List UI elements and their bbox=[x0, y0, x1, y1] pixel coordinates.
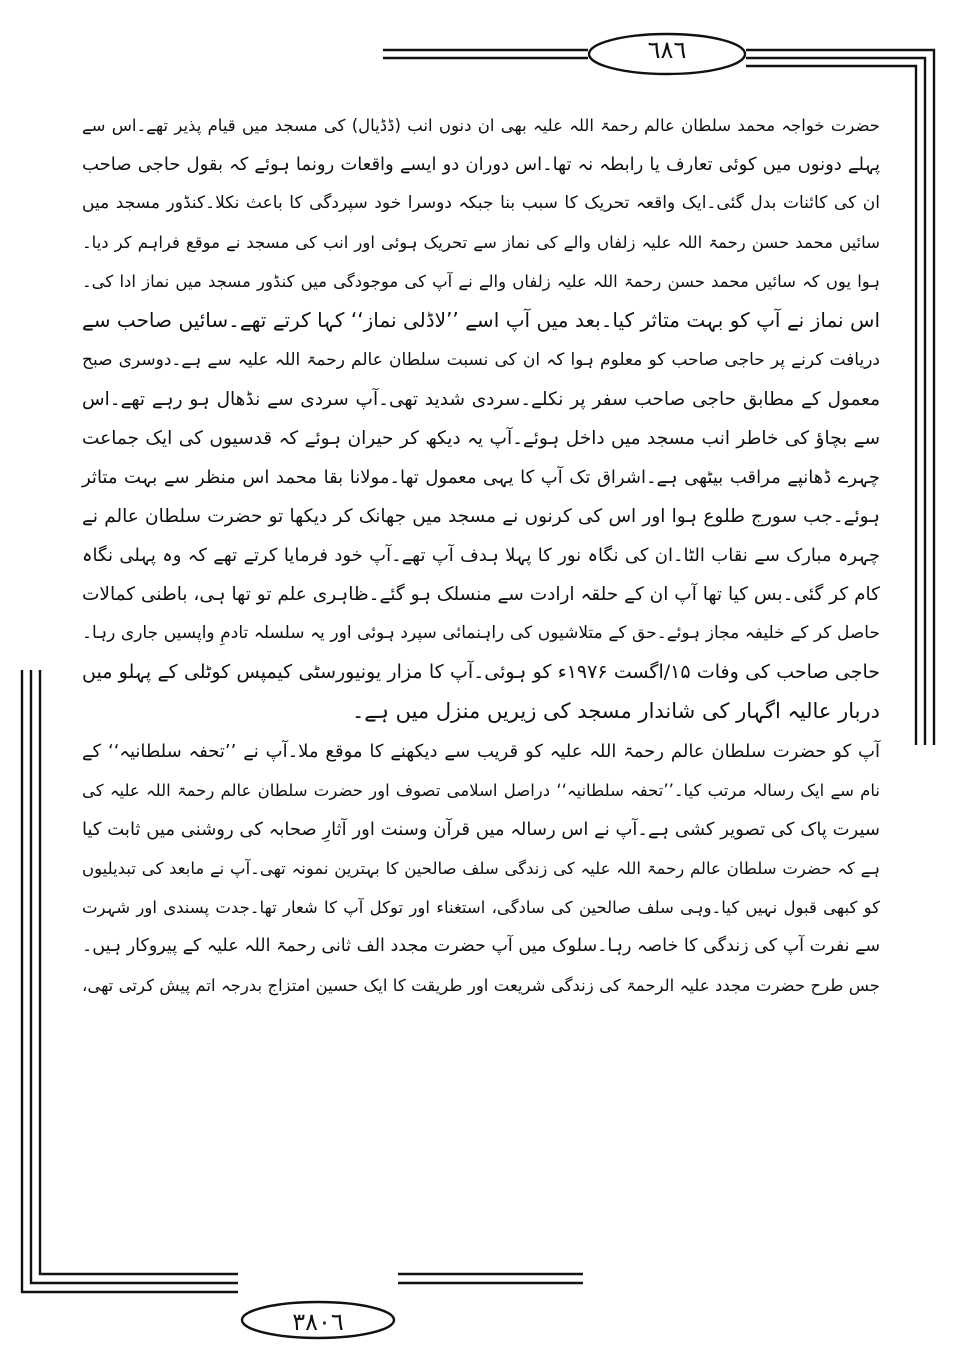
text-line: دربار عالیہ اگہار کی شاندار مسجد کی زیریں منزل میں ہے۔ bbox=[352, 699, 880, 724]
text-line: کو کبھی قبول نہیں کیا۔وہی سلف صالحین کی سادگی، استغناء اور توکل آپ کا شعار تھا۔جدت پسندی اور شہرت bbox=[82, 897, 880, 917]
text-line: چہرے ڈھانپے مراقب بیٹھی ہے۔اشراق تک آپ کا یہی معمول تھا۔مولانا بقا محمد اس منظر سے بہت متاثر bbox=[82, 466, 880, 488]
text-line: کام کر گئی۔بس کیا تھا آپ ان کے حلقہ ارادت سے منسلک ہو گئے۔ظاہری علم تو تھا ہی، باطنی کمالات bbox=[82, 584, 880, 606]
text-line: ان کی کائنات بدل گئی۔ایک واقعہ تحریک کا سبب بنا جبکہ دوسرا خود سپردگی کا باعث نکلا۔کنڈور مسجد میں bbox=[82, 193, 880, 214]
top-page-number: ٦٨٦ bbox=[647, 36, 687, 64]
text-line: سائیں محمد حسن رحمۃ اللہ علیہ زلفاں والے کی نماز سے تحریک ہوئی اور انب کی مسجد نے موقع فراہم کر دیا۔ bbox=[82, 233, 880, 253]
text-line: نام سے ایک رسالہ مرتب کیا۔’’تحفہ سلطانیہ‘‘ دراصل اسلامی تصوف اور حضرت سلطان عالم رحمۃ اللہ علیہ کی bbox=[82, 780, 880, 800]
text-line: سیرت پاک کی تصویر کشی ہے۔آپ نے اس رسالہ میں قرآن وسنت اور آثارِ صحابہ کی روشنی میں ثابت کیا bbox=[82, 818, 880, 840]
bottom-page-number: ٣٨٠٦ bbox=[292, 1308, 344, 1336]
text-line: حاصل کر کے خلیفہ مجاز ہوئے۔حق کے متلاشیوں کی راہنمائی سپرد ہوئی اور یہ سلسلہ تادمِ واپسیں جاری رہا۔ bbox=[82, 623, 880, 644]
text-line: حاجی صاحب کی وفات ۱۵/اگست ۱۹۷۶ء کو ہوئی۔آپ کا مزار یونیورسٹی کیمپس کوٹلی کے پہلو میں bbox=[82, 661, 880, 684]
text-line: معمول کے مطابق حاجی صاحب سفر پر نکلے۔سردی شدید تھی۔آپ سردی سے نڈھال ہو رہے تھے۔اس bbox=[82, 388, 880, 410]
text-line: سے نفرت آپ کی زندگی کا خاصہ رہا۔سلوک میں آپ حضرت مجدد الف ثانی رحمۃ اللہ علیہ کے پیروکار ہیں۔ bbox=[82, 935, 880, 956]
text-line: اس نماز نے آپ کو بہت متاثر کیا۔بعد میں آپ اسے ’’لاڈلی نماز‘‘ کہا کرتے تھے۔سائیں صاحب سے bbox=[82, 308, 880, 333]
text-line: چہرہ مبارک سے نقاب الٹا۔ان کی نگاہ نور کا پہلا ہدف آپ تھے۔آپ خود فرمایا کرتے تھے کہ وہ پہلی نگاہ bbox=[82, 545, 880, 567]
text-line: ہوئے۔جب سورج طلوع ہوا اور اس کی کرنوں نے مسجد میں جھانک کر دیکھا تو حضرت سلطان عالم نے bbox=[82, 505, 880, 527]
text-line: سے بچاؤ کی خاطر انب مسجد میں داخل ہوئے۔آپ یہ دیکھ کر حیران ہوئے کہ قدسیوں کی ایک جماعت bbox=[82, 427, 880, 449]
text-line: ہوا یوں کہ سائیں محمد حسن رحمۃ اللہ علیہ زلفاں والے نے آپ کی موجودگی میں کنڈور مسجد میں نماز ادا کی۔ bbox=[82, 272, 880, 292]
text-line: حضرت خواجہ محمد سلطان عالم رحمۃ اللہ علیہ بھی ان دنوں انب (ڈڈیال) کی مسجد میں قیام پذیر تھے۔اس سے bbox=[82, 116, 880, 135]
text-line: پہلے دونوں میں کوئی تعارف یا رابطہ نہ تھا۔اس دوران دو ایسے واقعات رونما ہوئے کہ بقول حاجی صاحب bbox=[82, 154, 880, 176]
text-line: آپ کو حضرت سلطان عالم رحمۃ اللہ علیہ کو قریب سے دیکھنے کا موقع ملا۔آپ نے ’’تحفہ سلطانیہ‘‘ کے bbox=[82, 740, 880, 762]
body-text bbox=[82, 106, 880, 1005]
text-line: ہے کہ حضرت سلطان عالم رحمۃ اللہ علیہ کی زندگی سلف صالحین کا بہترین نمونہ تھی۔آپ نے مابعد کی تبدیلیوں bbox=[82, 858, 880, 878]
text-line: دریافت کرنے پر حاجی صاحب کو معلوم ہوا کہ ان کی نسبت سلطان عالم رحمۃ اللہ علیہ سے ہے۔دوسری صبح bbox=[82, 349, 880, 370]
text-line: جس طرح حضرت مجدد علیہ الرحمۃ کی زندگی شریعت اور طریقت کا ایک حسین امتزاج بدرجہ اتم پیش کرتی تھی، bbox=[82, 976, 880, 996]
